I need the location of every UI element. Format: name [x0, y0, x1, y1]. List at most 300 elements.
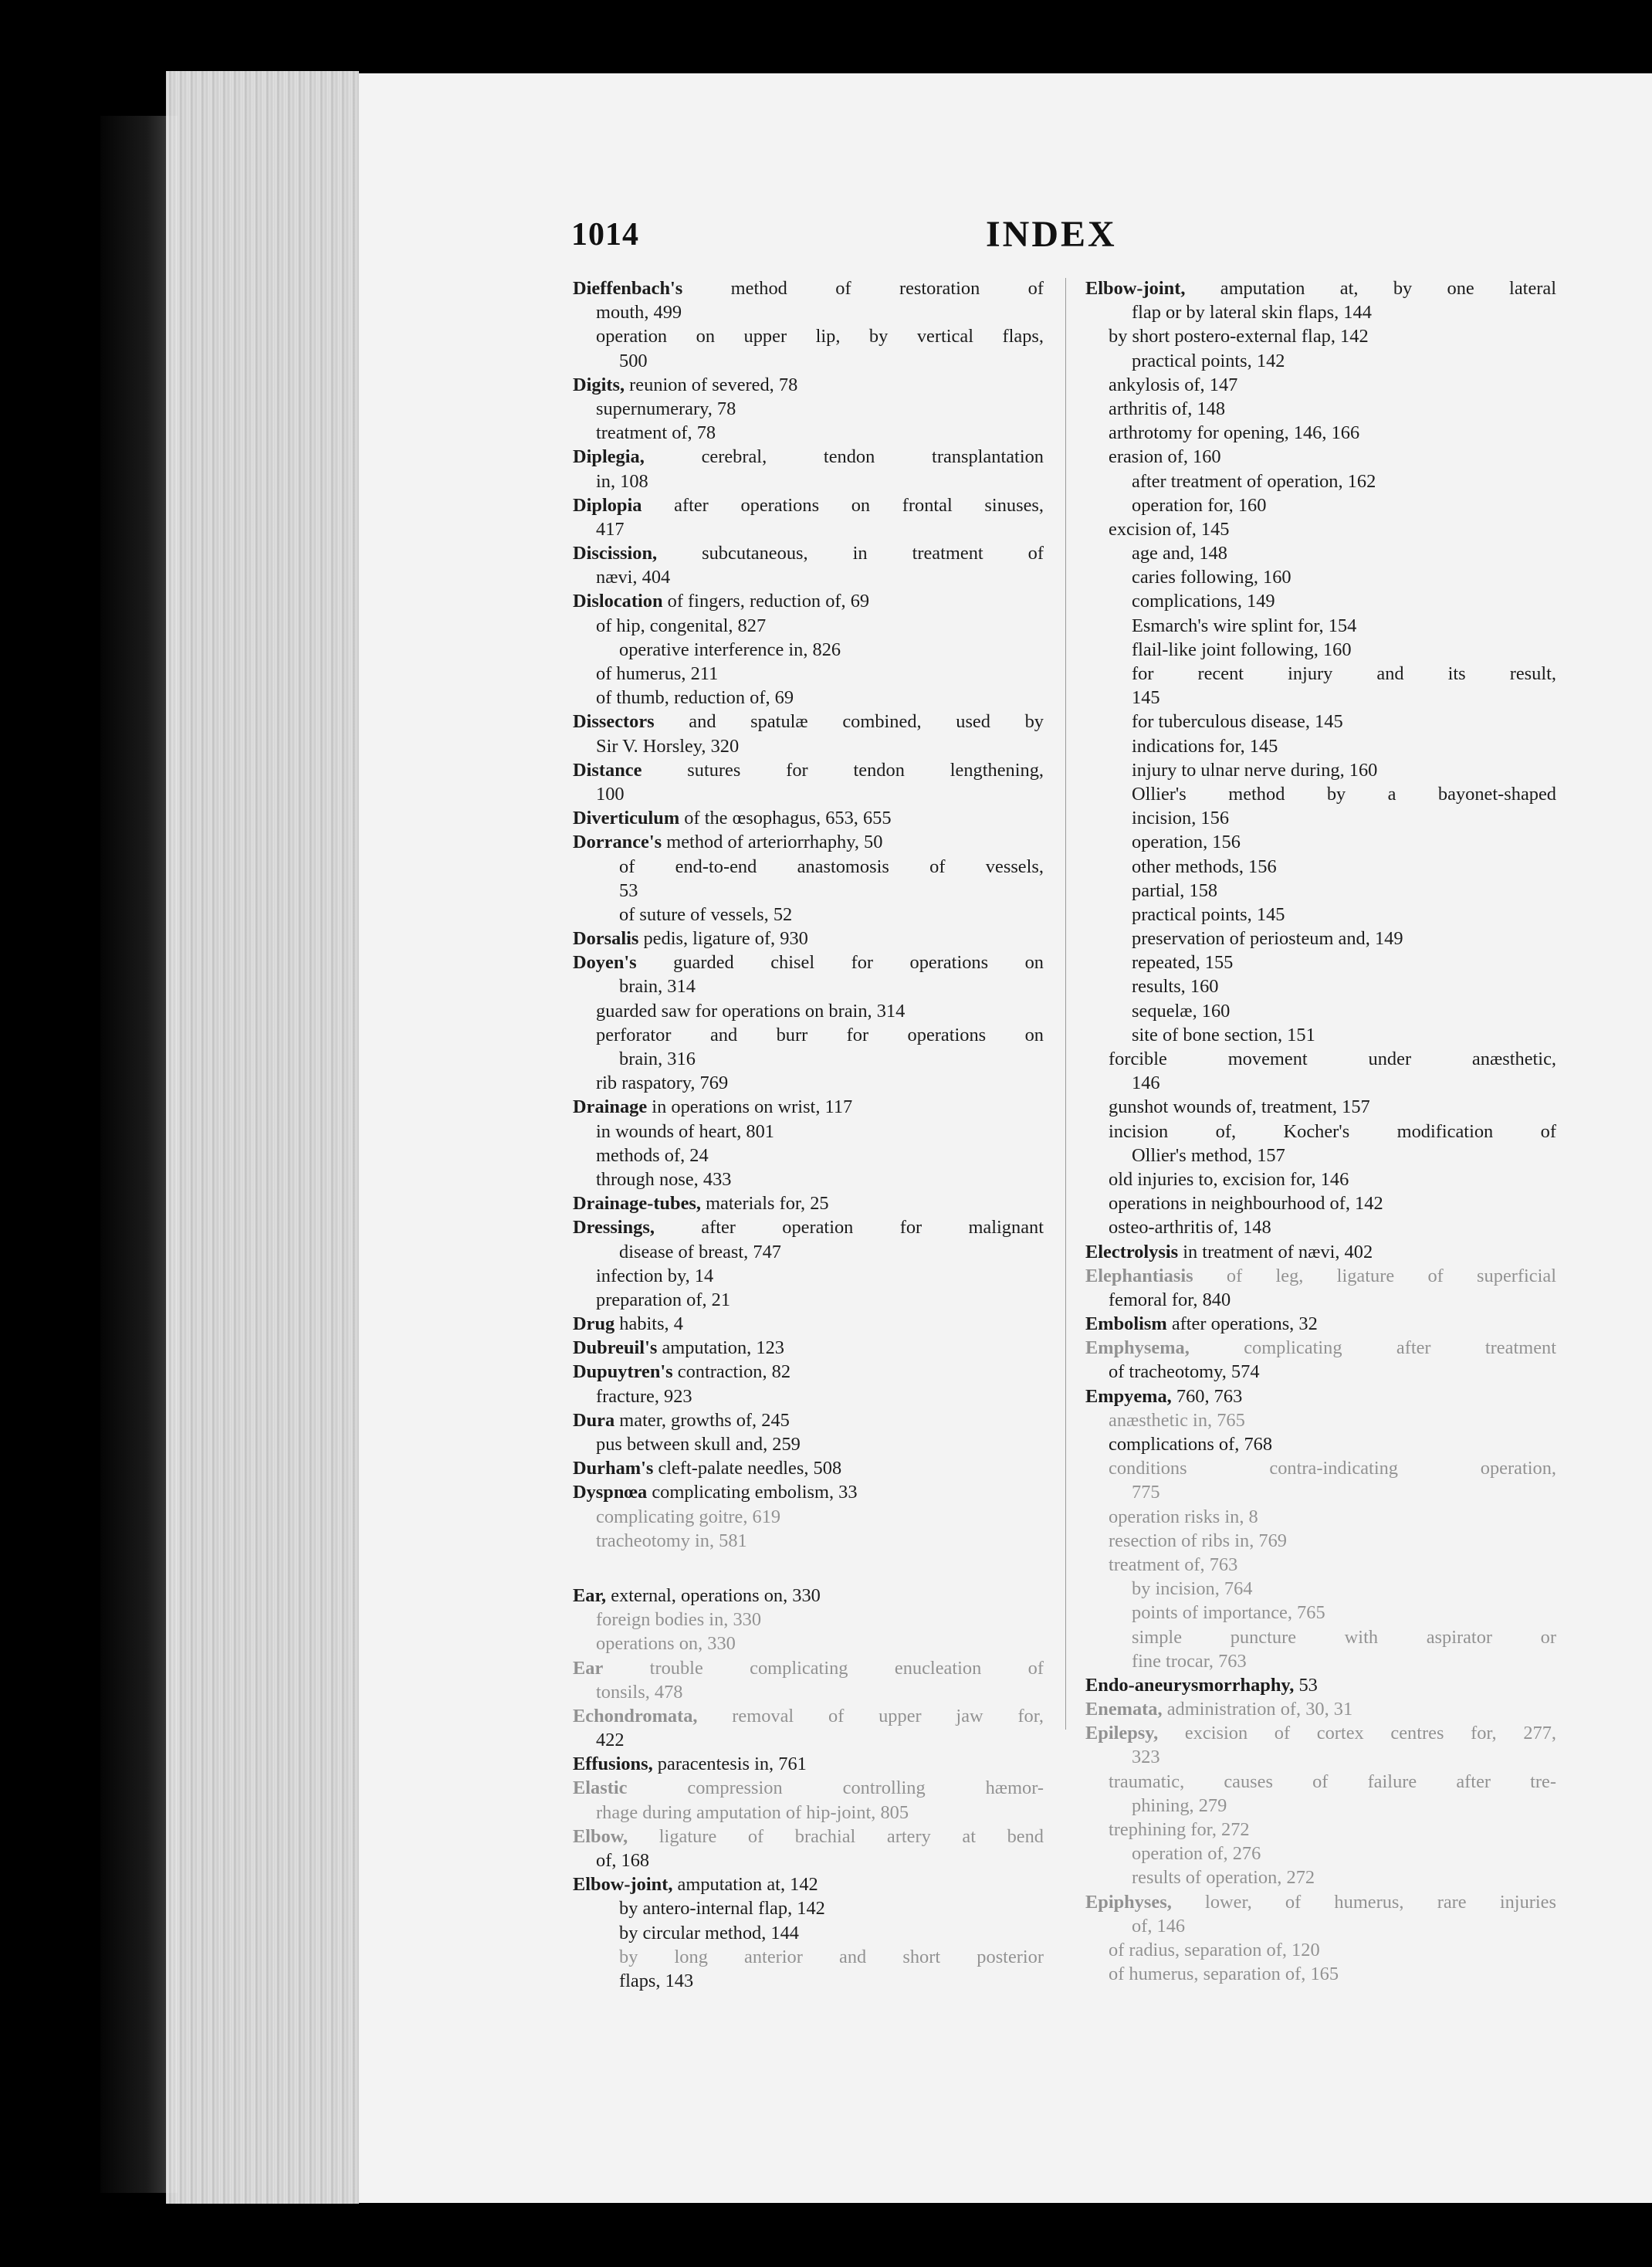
entry-text: site of bone section, 151 — [1132, 1024, 1315, 1045]
index-subentry — [573, 1120, 1044, 1144]
index-subentry — [1085, 999, 1556, 1023]
entry-text: contraction, 82 — [672, 1361, 791, 1383]
entry-text: gunshot wounds of, treatment, 157 — [1109, 1096, 1370, 1118]
entry-text: supernumerary, 78 — [596, 398, 736, 419]
entry-text: tracheotomy in, 581 — [596, 1530, 747, 1551]
index-entry — [1085, 1312, 1556, 1336]
index-subentry — [1085, 421, 1556, 445]
entry-text: method of arteriorrhaphy, 50 — [662, 832, 883, 853]
entry-text: guarded chisel for operations on — [636, 952, 1044, 974]
entry-text: fine trocar, 763 — [1132, 1650, 1247, 1672]
index-subentry — [1085, 1144, 1556, 1167]
entry-text: results of operation, 272 — [1132, 1867, 1315, 1889]
index-subentry — [1085, 855, 1556, 879]
index-subentry — [1085, 1095, 1556, 1119]
index-subentry — [573, 734, 1044, 758]
entry-text: amputation at, by one lateral — [1185, 278, 1556, 299]
index-subentry — [1085, 686, 1556, 710]
index-entry — [573, 758, 1044, 782]
entry-text: rib raspatory, 769 — [596, 1073, 729, 1094]
entry-text: of, 168 — [596, 1850, 650, 1871]
entry-headword: Endo-aneurysmorrhaphy, — [1085, 1674, 1295, 1696]
index-entry — [573, 1704, 1044, 1728]
entry-headword: Drainage — [573, 1096, 648, 1118]
index-entry — [573, 445, 1044, 469]
entry-text: and spatulæ combined, used by — [654, 711, 1044, 733]
entry-headword: Epiphyses, — [1085, 1891, 1172, 1913]
entry-text: 100 — [596, 783, 625, 805]
entry-text: fracture, 923 — [596, 1385, 692, 1407]
entry-text: age and, 148 — [1132, 543, 1227, 564]
index-subentry — [1085, 1577, 1556, 1601]
index-entry — [1085, 1890, 1556, 1914]
entry-text: guarded saw for operations on brain, 314 — [596, 1000, 906, 1022]
index-subentry — [573, 662, 1044, 686]
index-entry — [573, 493, 1044, 517]
index-subentry — [1085, 517, 1556, 541]
index-subentry — [1085, 1023, 1556, 1047]
entry-headword: Dissectors — [573, 711, 655, 733]
entry-text: preservation of periosteum and, 149 — [1132, 928, 1403, 950]
entry-text: operation of, 276 — [1132, 1843, 1261, 1865]
entry-text: arthrotomy for opening, 146, 166 — [1109, 422, 1360, 444]
entry-headword: Embolism — [1085, 1313, 1167, 1335]
index-entry — [573, 1191, 1044, 1215]
entry-text: by long anterior and short posterior — [619, 1946, 1044, 1967]
index-subentry — [573, 1921, 1044, 1945]
index-subentry — [573, 1608, 1044, 1632]
entry-text: operation on upper lip, by vertical flaps, — [596, 326, 1044, 347]
index-subentry — [1085, 1120, 1556, 1144]
entry-text: of leg, ligature of superficial — [1193, 1265, 1556, 1286]
entry-headword: Dorsalis — [573, 928, 639, 950]
entry-text: ligature of brachial artery at bend — [628, 1825, 1044, 1847]
index-subentry — [573, 974, 1044, 998]
index-subentry — [1085, 1601, 1556, 1625]
index-subentry — [573, 638, 1044, 662]
index-entry — [573, 1312, 1044, 1336]
index-entry — [573, 830, 1044, 854]
index-entry — [573, 710, 1044, 734]
entry-text: nævi, 404 — [596, 567, 671, 588]
book-page-edges — [166, 71, 359, 2204]
entry-headword: Dubreuil's — [573, 1337, 658, 1359]
entry-text: treatment of, 763 — [1109, 1554, 1238, 1575]
index-entry — [573, 1215, 1044, 1239]
entry-text: trouble complicating enucleation of — [603, 1657, 1044, 1679]
entry-text: mouth, 499 — [596, 302, 682, 324]
entry-text: in treatment of nævi, 402 — [1178, 1241, 1373, 1262]
index-entry — [1085, 1264, 1556, 1288]
entry-headword: Ear, — [573, 1584, 607, 1606]
entry-text: through nose, 433 — [596, 1168, 732, 1190]
entry-headword: Elastic — [573, 1777, 628, 1799]
entry-headword: Ear — [573, 1657, 604, 1679]
entry-text: reunion of severed, 78 — [625, 374, 798, 395]
entry-text: rhage during amputation of hip-joint, 805 — [596, 1801, 909, 1823]
entry-headword: Drainage-tubes, — [573, 1193, 701, 1215]
index-subentry — [1085, 1480, 1556, 1504]
entry-headword: Diplegia, — [573, 446, 645, 468]
entry-text: 53 — [619, 879, 638, 901]
entry-text: brain, 314 — [619, 976, 696, 998]
index-entry — [573, 541, 1044, 565]
entry-text: erasion of, 160 — [1109, 446, 1221, 468]
index-subentry — [1085, 1865, 1556, 1889]
index-subentry — [1085, 1770, 1556, 1794]
entry-text: after operations on frontal sinuses, — [642, 494, 1044, 516]
index-entry — [573, 1336, 1044, 1360]
entry-headword: Dupuytren's — [573, 1361, 673, 1383]
entry-headword: Dieffenbach's — [573, 278, 683, 299]
entry-headword: Digits, — [573, 374, 625, 395]
page-header — [571, 216, 1559, 263]
index-subentry — [573, 1801, 1044, 1825]
entry-text: by circular method, 144 — [619, 1922, 799, 1943]
entry-text: complications, 149 — [1132, 591, 1275, 612]
index-entry — [573, 1408, 1044, 1432]
entry-text: in operations on wrist, 117 — [647, 1096, 853, 1118]
index-entry — [1085, 1697, 1556, 1721]
entry-text: forcible movement under anæsthetic, — [1109, 1049, 1556, 1069]
index-subentry — [1085, 806, 1556, 830]
index-subentry — [1085, 1505, 1556, 1529]
index-subentry — [1085, 324, 1556, 348]
index-subentry — [1085, 1215, 1556, 1239]
index-subentry — [1085, 1071, 1556, 1095]
entry-text: by short postero-external flap, 142 — [1109, 326, 1369, 347]
entry-text: preparation of, 21 — [596, 1289, 731, 1310]
index-entry — [1085, 1721, 1556, 1745]
entry-text: conditions contra-indicating operation, — [1109, 1458, 1556, 1479]
index-subentry — [1085, 1553, 1556, 1577]
entry-text: treatment of, 78 — [596, 422, 716, 444]
entry-text: paracentesis in, 761 — [652, 1754, 807, 1775]
index-subentry — [1085, 662, 1556, 686]
entry-text: of the œsophagus, 653, 655 — [679, 808, 892, 829]
index-entry — [573, 1584, 1044, 1608]
entry-text: sequelæ, 160 — [1132, 1000, 1231, 1022]
entry-headword: Durham's — [573, 1458, 654, 1479]
index-subentry — [573, 782, 1044, 806]
index-entry — [573, 1360, 1044, 1384]
index-column-right — [1085, 276, 1556, 1986]
entry-headword: Elbow-joint, — [1085, 278, 1186, 299]
entry-text: operations in neighbourhood of, 142 — [1109, 1193, 1383, 1215]
entry-text: anæsthetic in, 765 — [1109, 1409, 1245, 1431]
index-subentry — [573, 1432, 1044, 1456]
entry-headword: Diplopia — [573, 494, 642, 516]
entry-headword: Drug — [573, 1313, 615, 1335]
index-subentry — [573, 565, 1044, 589]
index-entry — [573, 927, 1044, 951]
index-subentry — [1085, 300, 1556, 324]
entry-text: ankylosis of, 147 — [1109, 374, 1238, 395]
index-subentry — [573, 1167, 1044, 1191]
entry-text: infection by, 14 — [596, 1265, 714, 1286]
index-subentry — [573, 1632, 1044, 1655]
entry-text: by incision, 764 — [1132, 1578, 1253, 1600]
entry-text: 417 — [596, 518, 625, 540]
entry-text: for recent injury and its result, — [1132, 663, 1556, 684]
entry-text: traumatic, causes of failure after tre- — [1109, 1771, 1556, 1792]
entry-headword: Dorrance's — [573, 832, 662, 853]
entry-text: pedis, ligature of, 930 — [638, 928, 808, 950]
entry-text: simple puncture with aspirator or — [1132, 1626, 1556, 1648]
entry-text: incision, 156 — [1132, 808, 1230, 829]
entry-text: of thumb, reduction of, 69 — [596, 687, 794, 709]
index-subentry — [573, 1896, 1044, 1920]
column-divider — [1065, 278, 1066, 1730]
entry-text: mater, growths of, 245 — [614, 1409, 790, 1431]
entry-headword: Dura — [573, 1409, 615, 1431]
index-subentry — [1085, 758, 1556, 782]
entry-text: external, operations on, 330 — [606, 1584, 821, 1606]
entry-text: 145 — [1132, 687, 1160, 709]
index-subentry — [573, 879, 1044, 903]
entry-text: operation for, 160 — [1132, 494, 1267, 516]
index-subentry — [1085, 1625, 1556, 1649]
entry-text: after operation for malignant — [654, 1217, 1044, 1239]
index-subentry — [1085, 1842, 1556, 1865]
index-subentry — [573, 614, 1044, 638]
entry-text: lower, of humerus, rare injuries — [1171, 1891, 1556, 1913]
index-entry — [573, 1480, 1044, 1504]
index-subentry — [573, 1384, 1044, 1408]
entry-text: trephining for, 272 — [1109, 1819, 1250, 1840]
index-entry — [1085, 276, 1556, 300]
entry-headword: Echondromata, — [573, 1705, 698, 1727]
entry-text: 323 — [1132, 1747, 1160, 1768]
index-entry — [573, 806, 1044, 830]
entry-text: sutures for tendon lengthening, — [642, 759, 1044, 781]
entry-text: caries following, 160 — [1132, 567, 1291, 588]
index-subentry — [573, 1680, 1044, 1704]
index-subentry — [1085, 1818, 1556, 1842]
entry-text: 775 — [1132, 1482, 1160, 1503]
index-subentry — [1085, 1962, 1556, 1986]
index-subentry — [1085, 1456, 1556, 1480]
index-entry — [1085, 1673, 1556, 1697]
index-subentry — [1085, 1167, 1556, 1191]
index-subentry — [573, 1288, 1044, 1312]
entry-headword: Dressings, — [573, 1217, 655, 1239]
index-subentry — [573, 1264, 1044, 1288]
entry-text: injury to ulnar nerve during, 160 — [1132, 759, 1378, 781]
index-subentry — [573, 686, 1044, 710]
entry-text: for tuberculous disease, 145 — [1132, 711, 1343, 733]
index-entry — [1085, 1240, 1556, 1264]
page-number: 1014 — [571, 217, 639, 252]
entry-text: Sir V. Horsley, 320 — [596, 735, 740, 757]
entry-text: after treatment of operation, 162 — [1132, 470, 1376, 492]
index-subentry — [1085, 734, 1556, 758]
entry-headword: Discission, — [573, 543, 658, 564]
entry-text: in, 108 — [596, 470, 648, 492]
entry-text: complicating after treatment — [1189, 1337, 1556, 1359]
index-subentry — [573, 517, 1044, 541]
entry-headword: Empyema, — [1085, 1385, 1172, 1407]
entry-headword: Distance — [573, 759, 642, 781]
index-entry — [573, 1752, 1044, 1776]
index-subentry — [1085, 927, 1556, 951]
index-subentry — [1085, 1529, 1556, 1553]
index-entry — [1085, 1384, 1556, 1408]
index-subentry — [573, 1240, 1044, 1264]
entry-text: 53 — [1294, 1674, 1318, 1696]
index-subentry — [573, 300, 1044, 324]
entry-text: by antero-internal flap, 142 — [619, 1898, 825, 1920]
index-subentry — [573, 1071, 1044, 1095]
index-subentry — [1085, 373, 1556, 397]
index-subentry — [1085, 1191, 1556, 1215]
index-subentry — [1085, 1432, 1556, 1456]
index-entry — [573, 276, 1044, 300]
entry-text: incision of, Kocher's modification of — [1109, 1120, 1556, 1142]
index-subentry — [573, 421, 1044, 445]
entry-text: of fingers, reduction of, 69 — [662, 591, 870, 612]
index-subentry — [573, 1023, 1044, 1047]
entry-text: of suture of vessels, 52 — [619, 903, 793, 925]
entry-text: after operations, 32 — [1166, 1313, 1318, 1335]
entry-headword: Dyspnœa — [573, 1482, 648, 1503]
index-subentry — [573, 855, 1044, 879]
entry-text: flap or by lateral skin flaps, 144 — [1132, 302, 1372, 324]
index-entry — [573, 1095, 1044, 1119]
entry-text: 500 — [619, 350, 648, 371]
index-subentry — [1085, 638, 1556, 662]
entry-headword: Elephantiasis — [1085, 1265, 1193, 1286]
index-entry — [573, 1872, 1044, 1896]
entry-headword: Elbow-joint, — [573, 1874, 673, 1896]
entry-text: tonsils, 478 — [596, 1681, 683, 1703]
index-subentry — [573, 1849, 1044, 1872]
index-subentry — [1085, 1914, 1556, 1938]
index-subentry — [573, 1969, 1044, 1993]
entry-text: 146 — [1132, 1073, 1160, 1094]
index-entry — [573, 373, 1044, 397]
index-entry — [573, 1825, 1044, 1849]
index-column-left — [573, 276, 1044, 1993]
entry-text: arthritis of, 148 — [1109, 398, 1226, 419]
entry-text: cleft-palate needles, 508 — [653, 1458, 842, 1479]
index-entry — [573, 589, 1044, 613]
entry-text: of end-to-end anastomosis of vessels, — [619, 856, 1044, 877]
index-subentry — [1085, 1288, 1556, 1312]
index-subentry — [573, 1505, 1044, 1529]
entry-text: method of restoration of — [682, 278, 1044, 299]
entry-text: osteo-arthritis of, 148 — [1109, 1217, 1271, 1239]
index-subentry — [1085, 614, 1556, 638]
entry-text: results, 160 — [1132, 976, 1219, 998]
index-subentry — [1085, 951, 1556, 974]
index-subentry — [573, 397, 1044, 421]
index-entry — [1085, 1336, 1556, 1360]
entry-text: removal of upper jaw for, — [697, 1705, 1044, 1727]
index-subentry — [573, 999, 1044, 1023]
index-subentry — [573, 1945, 1044, 1969]
entry-text: habits, 4 — [614, 1313, 683, 1335]
entry-text: amputation, 123 — [657, 1337, 784, 1359]
index-subentry — [573, 1047, 1044, 1071]
entry-text: repeated, 155 — [1132, 952, 1234, 974]
index-subentry — [573, 903, 1044, 927]
entry-text: operative interference in, 826 — [619, 639, 841, 660]
index-subentry — [1085, 974, 1556, 998]
entry-text: compression controlling hæmor- — [627, 1777, 1044, 1799]
entry-text: other methods, 156 — [1132, 856, 1277, 877]
index-subentry — [1085, 349, 1556, 373]
index-subentry — [1085, 1794, 1556, 1818]
index-subentry — [1085, 589, 1556, 613]
entry-text: phining, 279 — [1132, 1794, 1227, 1816]
section-gap — [573, 1553, 1044, 1584]
page-heading: INDEX — [986, 214, 1117, 255]
entry-text: 422 — [596, 1730, 625, 1751]
entry-text: of tracheotomy, 574 — [1109, 1361, 1260, 1383]
entry-text: indications for, 145 — [1132, 735, 1278, 757]
entry-headword: Electrolysis — [1085, 1241, 1179, 1262]
index-subentry — [1085, 1360, 1556, 1384]
entry-text: pus between skull and, 259 — [596, 1434, 801, 1455]
entry-headword: Dislocation — [573, 591, 663, 612]
entry-text: methods of, 24 — [596, 1144, 709, 1166]
index-subentry — [1085, 493, 1556, 517]
index-subentry — [1085, 1938, 1556, 1962]
entry-headword: Doyen's — [573, 952, 637, 974]
entry-text: complications of, 768 — [1109, 1434, 1273, 1455]
index-subentry — [1085, 469, 1556, 493]
index-subentry — [1085, 903, 1556, 927]
entry-text: of radius, separation of, 120 — [1109, 1939, 1320, 1960]
index-entry — [573, 1456, 1044, 1480]
index-subentry — [573, 469, 1044, 493]
entry-text: practical points, 145 — [1132, 903, 1285, 925]
entry-text: materials for, 25 — [700, 1193, 829, 1215]
entry-headword: Enemata, — [1085, 1699, 1163, 1720]
entry-headword: Elbow, — [573, 1825, 628, 1847]
entry-text: complicating goitre, 619 — [596, 1506, 781, 1527]
entry-headword: Emphysema, — [1085, 1337, 1190, 1359]
entry-text: excision of, 145 — [1109, 518, 1230, 540]
entry-text: administration of, 30, 31 — [1162, 1699, 1353, 1720]
index-subentry — [1085, 1047, 1556, 1071]
index-subentry — [1085, 1745, 1556, 1769]
entry-text: old injuries to, excision for, 146 — [1109, 1168, 1349, 1190]
entry-text: Ollier's method by a bayonet-shaped — [1132, 783, 1556, 805]
entry-text: operation risks in, 8 — [1109, 1506, 1258, 1527]
entry-text: complicating embolism, 33 — [647, 1482, 858, 1503]
index-subentry — [1085, 565, 1556, 589]
entry-text: partial, 158 — [1132, 879, 1218, 901]
index-subentry — [573, 1728, 1044, 1752]
entry-text: disease of breast, 747 — [619, 1241, 781, 1262]
entry-text: of hip, congenital, 827 — [596, 615, 767, 636]
entry-text: operations on, 330 — [596, 1633, 736, 1655]
index-subentry — [573, 324, 1044, 348]
entry-text: in wounds of heart, 801 — [596, 1120, 774, 1142]
entry-text: operation, 156 — [1132, 832, 1241, 853]
entry-text: femoral for, 840 — [1109, 1289, 1231, 1310]
entry-text: of humerus, 211 — [596, 663, 719, 684]
entry-text: subcutaneous, in treatment of — [657, 543, 1044, 564]
entry-headword: Epilepsy, — [1085, 1723, 1159, 1744]
entry-text: of, 146 — [1132, 1915, 1186, 1937]
entry-text: perforator and burr for operations on — [596, 1024, 1044, 1045]
index-entry — [573, 1776, 1044, 1800]
index-subentry — [1085, 782, 1556, 806]
entry-text: brain, 316 — [619, 1049, 696, 1069]
